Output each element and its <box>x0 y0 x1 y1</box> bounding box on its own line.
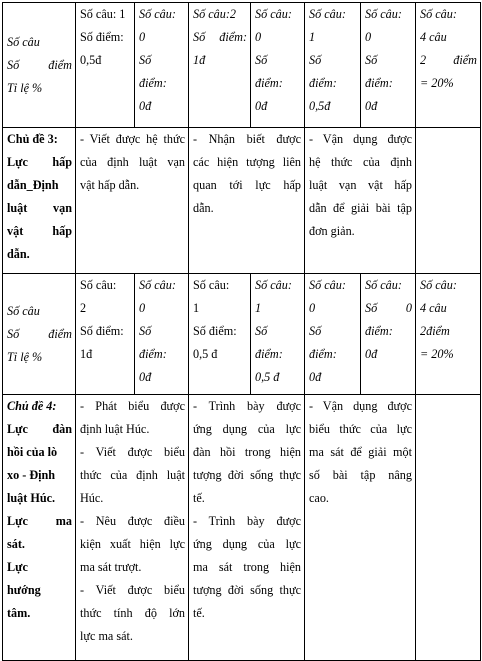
text-line: ma sát trượt. <box>80 560 142 574</box>
row-label-cell <box>3 274 76 395</box>
title-line: luật vạn <box>7 201 72 215</box>
cell-line: 0đ <box>365 99 378 113</box>
cell-line: Số câu: 1 <box>80 7 126 21</box>
text-line: định luật Húc. <box>80 422 150 436</box>
cell-line: điểm: <box>139 76 167 90</box>
cell-line: Số câu:2 <box>193 7 236 21</box>
title-line: luật Húc. <box>7 491 56 505</box>
text-line: ma sát trong hiện <box>193 560 301 574</box>
count-cell <box>135 274 189 395</box>
cell-line: 0 <box>139 301 146 315</box>
text-line: Húc. <box>80 491 104 505</box>
text-line: vật hấp dẫn. <box>80 178 140 192</box>
cell-line: 0đ <box>139 370 152 384</box>
text-line: tượng đời sống thực <box>193 583 301 597</box>
label-line: Tỉ lệ % <box>7 349 43 364</box>
count-cell <box>361 3 416 128</box>
count-cell <box>251 3 305 128</box>
title-line: Lực ma <box>7 514 72 528</box>
count-cell <box>76 3 135 128</box>
count-cell <box>135 3 189 128</box>
label-line: Số điểm <box>7 57 72 72</box>
cell-line: Số câu: <box>139 7 176 21</box>
text-line: thức tính độ lớn <box>80 606 185 620</box>
text-line: hệ thức của định <box>309 155 412 169</box>
text-line: - Nêu được điều <box>80 514 185 528</box>
cell-line: Số câu: <box>139 278 176 292</box>
text-line: - Viết được hệ thức <box>80 132 185 146</box>
text-line: kiện xuất hiện lực <box>80 537 185 551</box>
text-line: đàn hồi trong hiện <box>193 445 301 459</box>
cell-line: điểm: <box>309 76 337 90</box>
knowledge-cell <box>76 395 189 661</box>
title-line: Lực hấp <box>7 155 72 169</box>
text-line: lực ma sát. <box>80 629 133 643</box>
count-cell <box>305 3 361 128</box>
title-line: dẫn_Định <box>7 178 59 192</box>
cell-line: Số câu: <box>420 278 457 292</box>
cell-line: điểm: <box>309 347 337 361</box>
cell-line: 0 <box>255 30 262 44</box>
cell-line: Số <box>309 53 322 67</box>
cell-line: Số câu: <box>80 278 117 292</box>
count-cell <box>76 274 135 395</box>
text-line: - Trình bày được <box>193 399 301 413</box>
cell-line: 0,5 đ <box>255 370 280 384</box>
cell-line: Số <box>255 53 268 67</box>
title-line: hướng <box>7 583 41 597</box>
empty-cell <box>416 395 481 661</box>
text-line: của định luật vạn <box>80 155 185 169</box>
understanding-cell <box>189 395 305 661</box>
cell-line: Số câu: <box>309 7 346 21</box>
text-line: cao. <box>309 491 329 505</box>
cell-line: điểm: <box>365 324 393 338</box>
matrix-table <box>2 2 481 661</box>
text-line: - Vận dụng được <box>309 132 412 146</box>
cell-line: 2điểm <box>420 324 450 338</box>
count-cell <box>189 3 251 128</box>
text-line: tế. <box>193 606 205 620</box>
cell-line: Số <box>139 324 152 338</box>
cell-line: Số câu: <box>255 7 292 21</box>
cell-line: 0đ <box>139 99 152 113</box>
cell-line: 0đ <box>365 347 378 361</box>
cell-line: 1 <box>193 301 200 315</box>
text-line: - Phát biểu được <box>80 399 185 413</box>
cell-line: 1 <box>309 30 316 44</box>
text-line: các hiện tượng liên <box>193 155 301 169</box>
cell-line: Số 0 <box>365 301 412 315</box>
application-cell <box>305 395 416 661</box>
text-line: thức của định luật <box>80 468 185 482</box>
summary-row-1 <box>3 3 481 128</box>
text-line: luật vạn vật hấp <box>309 178 412 192</box>
cell-line: 0đ <box>309 370 322 384</box>
title-line: Lực đàn <box>7 422 72 436</box>
cell-line: 0 <box>365 30 372 44</box>
topic-title-cell <box>3 395 76 661</box>
title-line: hồi của lò <box>7 445 58 459</box>
text-line: tế. <box>193 491 205 505</box>
count-cell <box>305 274 361 395</box>
cell-line: = 20% <box>420 76 454 90</box>
understanding-cell <box>189 128 305 274</box>
title-line: Chủ đề 3: <box>7 132 58 146</box>
cell-line: Số câu: <box>193 278 230 292</box>
title-line: dẫn. <box>7 247 30 261</box>
cell-line: 0 <box>309 301 316 315</box>
cell-line: Số câu: <box>309 278 346 292</box>
text-line: - Nhận biết được <box>193 132 301 146</box>
cell-line: 4 câu <box>420 30 447 44</box>
topic-title-cell <box>3 128 76 274</box>
cell-line: Số điểm: <box>80 324 124 338</box>
text-line: quan tới lực hấp <box>193 178 301 192</box>
cell-line: 4 câu <box>420 301 447 315</box>
cell-line: 2 điểm <box>420 53 477 67</box>
cell-line: Số câu: <box>365 7 402 21</box>
text-line: tượng đời sống thực <box>193 468 301 482</box>
cell-line: = 20% <box>420 347 454 361</box>
topic-row-3 <box>3 128 481 274</box>
cell-line: 2 <box>80 301 87 315</box>
text-line: ứng dụng của lực <box>193 537 301 551</box>
cell-line: 0 <box>139 30 146 44</box>
label-line: Số câu <box>7 303 40 318</box>
label-line: Số câu <box>7 34 40 49</box>
cell-line: điểm: <box>139 347 167 361</box>
empty-cell <box>416 128 481 274</box>
topic-row-4 <box>3 395 481 661</box>
text-line: - Viết được biểu <box>80 445 185 459</box>
text-line: số bài tập nâng <box>309 468 412 482</box>
cell-line: Số điểm: <box>193 324 237 338</box>
cell-line: điểm: <box>365 76 393 90</box>
cell-line: điểm: <box>255 76 283 90</box>
total-cell <box>416 3 481 128</box>
text-line: đơn giản. <box>309 224 355 238</box>
text-line: dẫn. <box>193 201 214 215</box>
cell-line: Số <box>139 53 152 67</box>
label-line: Số điểm <box>7 326 72 341</box>
count-cell <box>361 274 416 395</box>
cell-line: Số câu: <box>365 278 402 292</box>
text-line: ma sát để giải một <box>309 445 412 459</box>
title-line: Lực <box>7 560 28 574</box>
text-line: dẫn để giải bài tập <box>309 201 412 215</box>
cell-line: 1đ <box>80 347 93 361</box>
cell-line: Số điểm: <box>80 30 124 44</box>
cell-line: 0đ <box>255 99 268 113</box>
summary-row-2 <box>3 274 481 395</box>
count-cell <box>189 274 251 395</box>
cell-line: Số <box>365 53 378 67</box>
cell-line: điểm: <box>255 347 283 361</box>
knowledge-cell <box>76 128 189 274</box>
title-line: xo - Định <box>7 468 56 482</box>
text-line: biểu thức của lực <box>309 422 412 436</box>
cell-line: Số điểm: <box>193 30 247 44</box>
cell-line: 1đ <box>193 53 206 67</box>
title-line: vật hấp <box>7 224 72 238</box>
cell-line: 0,5đ <box>309 99 331 113</box>
title-line: Chủ đề 4: <box>7 399 57 413</box>
cell-line: 0,5đ <box>80 53 102 67</box>
label-line: Tỉ lệ % <box>7 80 43 95</box>
title-line: tâm. <box>7 606 31 620</box>
count-cell <box>251 274 305 395</box>
cell-line: 1 <box>255 301 262 315</box>
cell-line: Số câu: <box>420 7 457 21</box>
total-cell <box>416 274 481 395</box>
cell-line: 0,5 đ <box>193 347 218 361</box>
row-label-cell <box>3 3 76 128</box>
text-line: - Trình bày được <box>193 514 301 528</box>
title-line: sát. <box>7 537 25 551</box>
text-line: - Vận dụng được <box>309 399 412 413</box>
cell-line: Số <box>309 324 322 338</box>
cell-line: Số câu: <box>255 278 292 292</box>
cell-line: Số <box>255 324 268 338</box>
application-cell <box>305 128 416 274</box>
text-line: ứng dụng của lực <box>193 422 301 436</box>
text-line: - Viết được biểu <box>80 583 185 597</box>
